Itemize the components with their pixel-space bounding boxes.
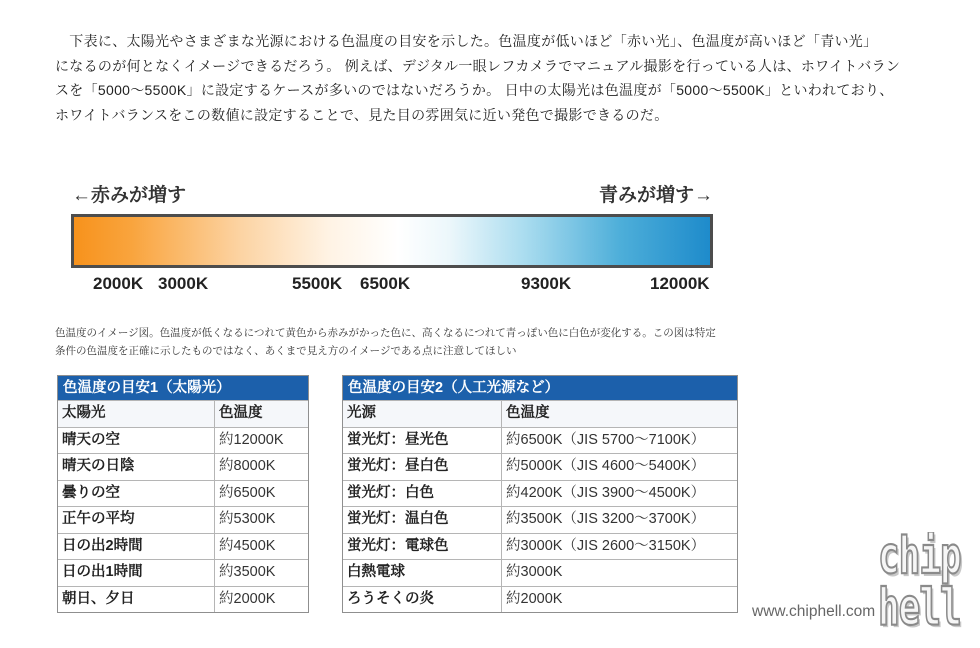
column-header: 色温度 — [219, 405, 263, 421]
kelvin-label: 2000K — [93, 274, 144, 293]
kelvin-label: 12000K — [650, 274, 710, 293]
color-temperature-value: 約8000K — [219, 458, 276, 474]
sunlight-color-temperature-table — [57, 375, 309, 613]
light-source-name: 正午の平均 — [58, 507, 215, 533]
table-row — [343, 506, 737, 533]
light-source-name: 曇りの空 — [58, 481, 215, 507]
table-row — [58, 506, 308, 533]
table-row — [343, 453, 737, 480]
chiphell-watermark-logo — [878, 532, 974, 640]
article-paragraph-line: になるのが何となくイメージできるだろう。 例えば、デジタル一眼レフカメラでマニュアル撮影を行っている人は、ホワイトバラン — [55, 57, 901, 74]
table-header-row — [343, 400, 737, 427]
light-source-name: 晴天の空 — [58, 428, 215, 454]
table-row — [343, 427, 737, 454]
color-temperature-value: 約6500K（JIS 5700～7100K） — [506, 431, 706, 448]
watermark-logo-top: chip — [878, 532, 961, 586]
light-source-name: 日の出1時間 — [58, 560, 215, 586]
light-source-name: 蛍光灯：白色 — [343, 481, 502, 507]
table-header-row — [58, 400, 308, 427]
color-temperature-value: 約5000K（JIS 4600～5400K） — [506, 458, 706, 474]
watermark-url: www.chiphell.com — [752, 603, 876, 620]
figure-caption-line: 色温度のイメージ図。色温度が低くなるにつれて黄色から赤みがかった色に、高くなるにつれて青っぽい色に白色が変化する。この図は特定 — [55, 327, 716, 339]
column-header: 光源 — [343, 401, 502, 427]
article-paragraph-line: スを「5000～5500K」に設定するケースが多いのではないだろうか。 日中の太陽光は色温度が「5000～5500K」といわれており、 — [55, 82, 894, 98]
light-source-name: 晴天の日陰 — [58, 454, 215, 480]
light-source-name: ろうそくの炎 — [343, 587, 502, 613]
article-paragraph-line: ホワイトバランスをこの数値に設定することで、見た目の雰囲気に近い発色で撮影できるのだ。 — [55, 106, 669, 123]
table-row — [58, 480, 308, 507]
artificial-light-color-temperature-table — [342, 375, 738, 613]
table-row — [58, 559, 308, 586]
kelvin-label: 9300K — [521, 274, 572, 293]
reddish-direction-label: ←赤みが増す — [72, 185, 187, 206]
color-temperature-value: 約12000K — [219, 431, 284, 448]
color-temperature-value: 約3500K — [219, 564, 276, 580]
color-temperature-value: 約3500K（JIS 3200～3700K） — [506, 511, 706, 527]
table-row — [58, 453, 308, 480]
color-temperature-gradient-bar — [71, 214, 713, 268]
kelvin-label: 3000K — [158, 274, 209, 293]
table-row — [343, 533, 737, 560]
color-temperature-value: 約2000K — [506, 590, 563, 607]
color-temperature-value: 約3000K — [506, 564, 563, 580]
column-header: 色温度 — [506, 405, 550, 421]
color-temperature-value: 約6500K — [219, 484, 276, 501]
table-title: 色温度の目安1（太陽光） — [58, 376, 308, 400]
table-row — [58, 586, 308, 613]
table-row — [58, 427, 308, 454]
bluish-direction-label: 青みが増す→ — [598, 185, 713, 206]
color-temperature-value: 約4200K（JIS 3900～4500K） — [506, 484, 706, 501]
table-row — [343, 586, 737, 613]
light-source-name: 白熱電球 — [343, 560, 502, 586]
figure-caption — [55, 324, 755, 360]
article-paragraph-line: 下表に、太陽光やさまざまな光源における色温度の目安を示した。色温度が低いほど「赤い光」、色温度が高いほど「青い光」 — [55, 33, 878, 49]
kelvin-label: 5500K — [292, 274, 343, 293]
color-temperature-value: 約2000K — [219, 590, 276, 607]
table-row — [58, 533, 308, 560]
table-row — [343, 480, 737, 507]
kelvin-label: 6500K — [360, 274, 411, 293]
light-source-name: 蛍光灯：昼白色 — [343, 454, 502, 480]
light-source-name: 蛍光灯：電球色 — [343, 534, 502, 560]
figure-caption-line: 条件の色温度を正確に示したものではなく、あくまで見え方のイメージである点に注意してほしい — [55, 345, 517, 357]
column-header: 太陽光 — [58, 401, 215, 427]
color-temperature-value: 約4500K — [219, 537, 276, 554]
light-source-name: 朝日、夕日 — [58, 587, 215, 613]
color-temperature-value: 約3000K（JIS 2600～3150K） — [506, 537, 706, 554]
table-row — [343, 559, 737, 586]
watermark-logo-bottom: hell — [878, 578, 961, 638]
light-source-name: 蛍光灯：昼光色 — [343, 428, 502, 454]
color-temperature-value: 約5300K — [219, 511, 276, 527]
table-title: 色温度の目安2（人工光源など） — [343, 376, 737, 400]
light-source-name: 蛍光灯：温白色 — [343, 507, 502, 533]
light-source-name: 日の出2時間 — [58, 534, 215, 560]
article-paragraph — [55, 29, 935, 127]
